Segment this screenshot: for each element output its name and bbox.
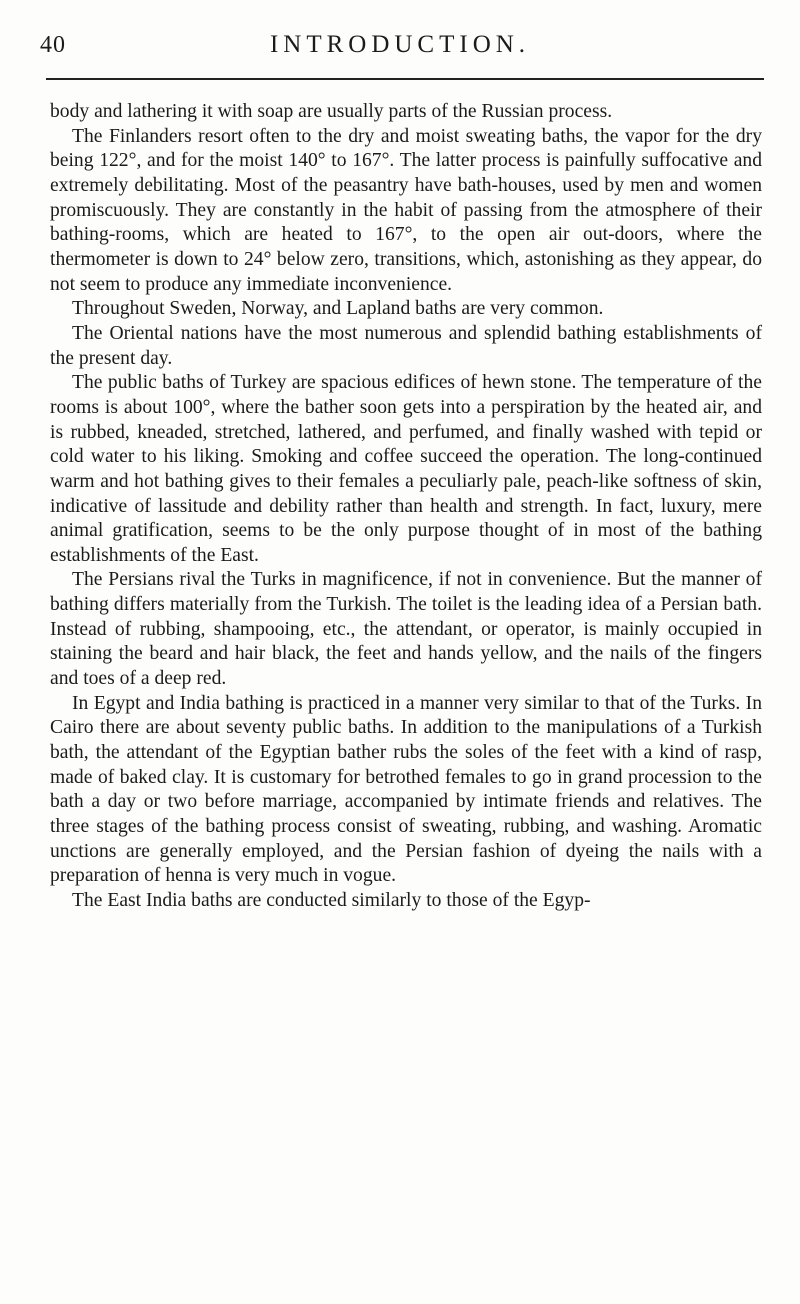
paragraph-finlanders: The Finlanders resort often to the dry and moist sweating baths, the vapor for the dry being 122°, and for the moist 140° to 167°. The latter process is painfully suffocative and extremely debilitating. Most of the peasantry have bath-houses, used by men and women promiscuously. They are constantly in the habit of passing from the atmosphere of their bathing-rooms, which are heated to 167°, to the open air out-doors, where the thermometer is down to 24° below zero, transitions, which, astonishing as they appear, do not seem to produce any immediate inconvenience. — [50, 125, 762, 295]
page-number: 40 — [40, 32, 66, 58]
body-text — [50, 100, 762, 914]
paragraph-sweden: Throughout Sweden, Norway, and Lapland baths are very common. — [72, 298, 604, 320]
paragraph-egypt-india: In Egypt and India bathing is practiced in a manner very similar to that of the Turks. In Cairo there are about seventy public baths. In addition to the manipulations of a Turkish bath, the attendant of the Egyptian bather rubs the soles of the feet with a kind of rasp, made of baked clay. It is customary for betrothed females to go in grand procession to the bath a day or two before marriage, accompanied by intimate friends and relatives. The three stages of the bathing process consist of sweating, rubbing, and washing. Aromatic unctions are generally employed, and the Persian fashion of dyeing the nails with a preparation of henna is very much in vogue. — [50, 692, 762, 887]
running-title: INTRODUCTION. — [269, 31, 531, 58]
paragraph-persians: The Persians rival the Turks in magnificence, if not in convenience. But the manner of bathing differs materially from the Turkish. The toilet is the leading idea of a Persian bath. Instead of rubbing, shampooing, etc., the attendant, or operator, is mainly occupied in staining the beard and hair black, the feet and hands yellow, and the nails of the fingers and toes of a deep red. — [50, 569, 762, 690]
page-header — [0, 30, 800, 70]
paragraph-turkey: The public baths of Turkey are spacious edifices of hewn stone. The temperature of the rooms is about 100°, where the bather soon gets into a perspiration by the heated air, and is rubbed, kneaded, stretched, lathered, and perfumed, and finally washed with tepid or cold water to his liking. Smoking and coffee succeed the operation. The long-continued warm and hot bathing gives to their females a peculiarly pale, peach-like softness of skin, indicative of lassitude and debility rather than health and strength. In fact, luxury, mere animal gratification, seems to be the only purpose thought of in most of the bathing establishments of the East. — [50, 372, 762, 566]
paragraph-continuation: body and lathering it with soap are usually parts of the Russian process. — [50, 101, 613, 122]
paragraph-east-india: The East India baths are conducted similarly to those of the Egyp- — [72, 890, 591, 911]
paragraph-oriental: The Oriental nations have the most numerous and splendid bathing establishments of the present day. — [50, 322, 762, 369]
header-rule — [46, 78, 764, 80]
